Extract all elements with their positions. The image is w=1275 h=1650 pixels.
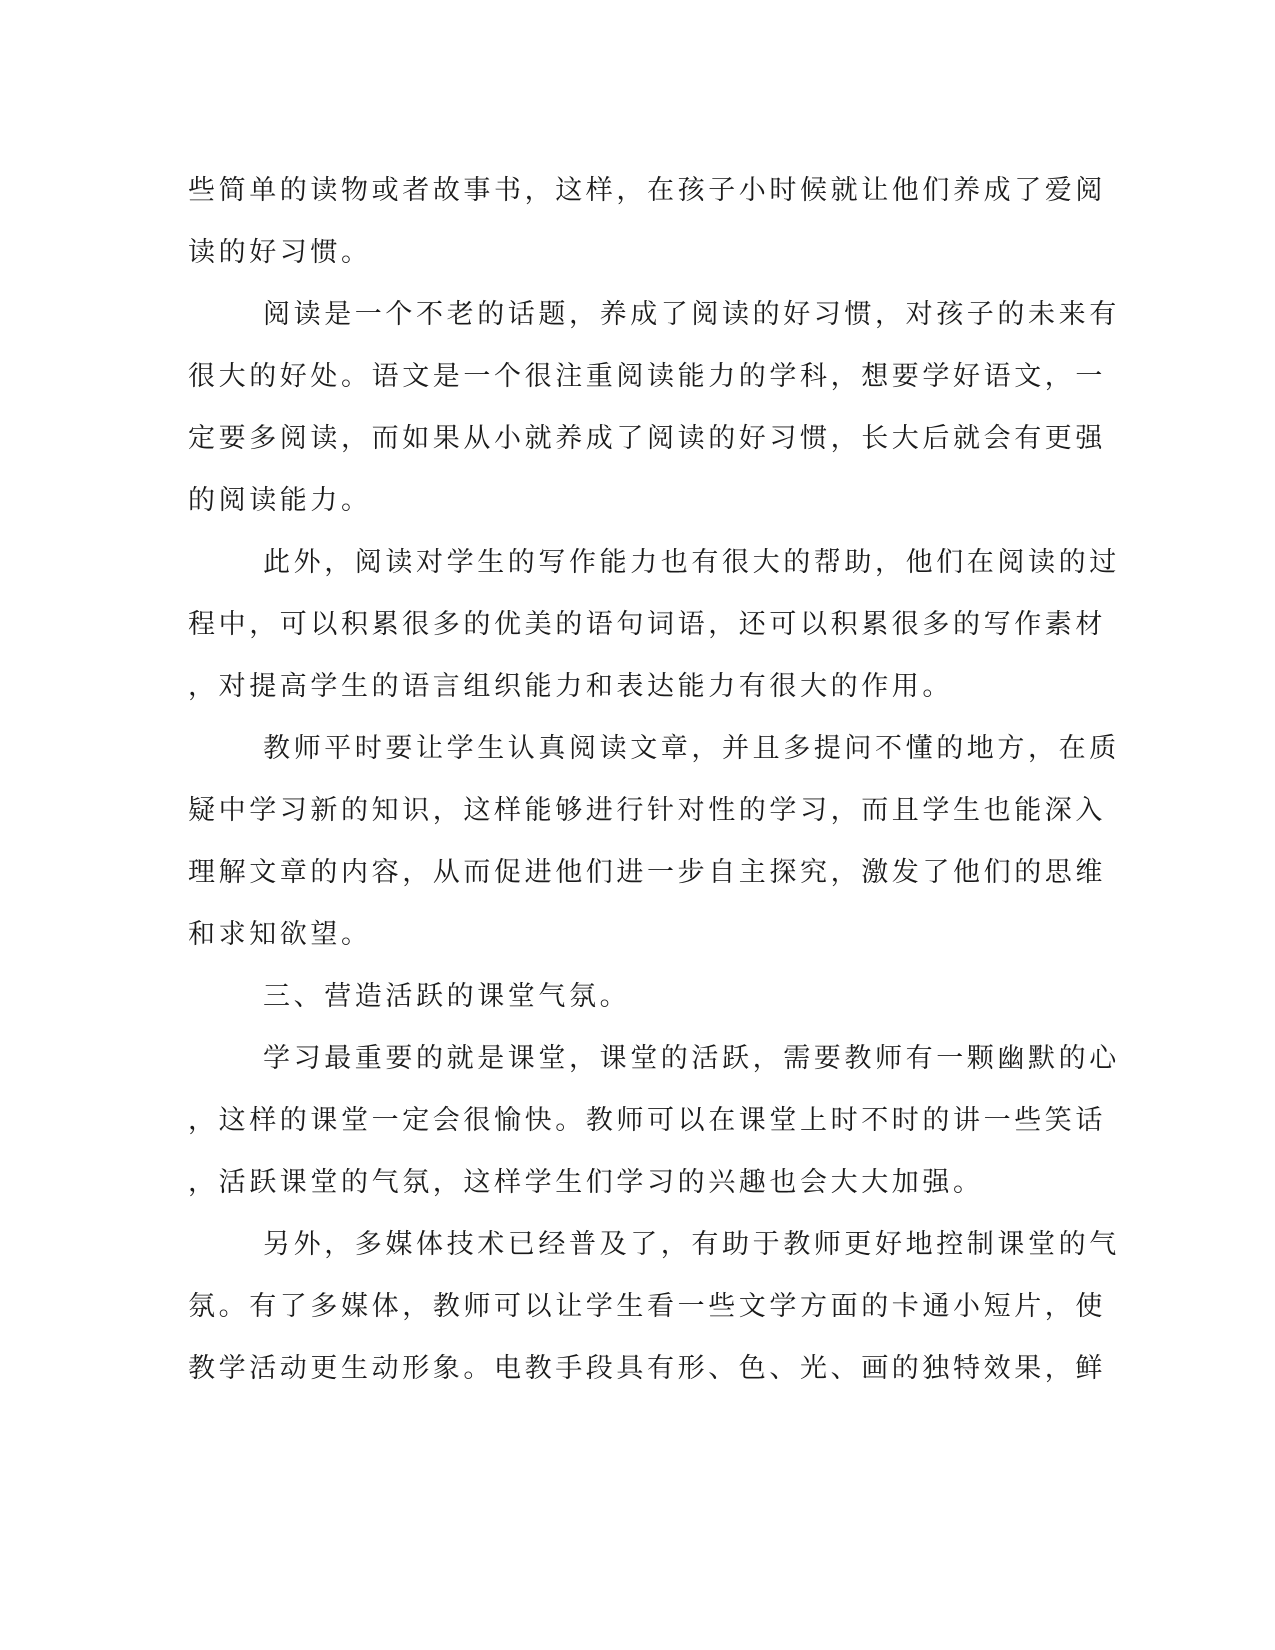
text-line: 氛。有了多媒体，教师可以让学生看一些文学方面的卡通小短片，使 <box>188 1291 1106 1322</box>
body-text <box>188 160 1120 1400</box>
paragraph-start-line: 另外，多媒体技术已经普及了，有助于教师更好地控制课堂的气 <box>263 1229 1120 1260</box>
text-line: 很大的好处。语文是一个很注重阅读能力的学科，想要学好语文，一 <box>188 361 1106 392</box>
section-heading: 三、营造活跃的课堂气氛。 <box>263 981 631 1012</box>
text-line: ，这样的课堂一定会很愉快。教师可以在课堂上时不时的讲一些笑话 <box>188 1105 1106 1136</box>
text-line: 读的好习惯。 <box>188 237 372 268</box>
text-line: 的阅读能力。 <box>188 485 372 516</box>
text-line: ，对提高学生的语言组织能力和表达能力有很大的作用。 <box>188 671 953 702</box>
text-line: ，活跃课堂的气氛，这样学生们学习的兴趣也会大大加强。 <box>188 1167 984 1198</box>
paragraph-start-line: 教师平时要让学生认真阅读文章，并且多提问不懂的地方，在质 <box>263 733 1120 764</box>
text-line: 教学活动更生动形象。电教手段具有形、色、光、画的独特效果，鲜 <box>188 1353 1106 1384</box>
text-line: 和求知欲望。 <box>188 919 372 950</box>
paragraph-start-line: 学习最重要的就是课堂，课堂的活跃，需要教师有一颗幽默的心 <box>263 1043 1120 1074</box>
text-line: 理解文章的内容，从而促进他们进一步自主探究，激发了他们的思维 <box>188 857 1106 888</box>
text-line: 定要多阅读，而如果从小就养成了阅读的好习惯，长大后就会有更强 <box>188 423 1106 454</box>
paragraph-start-line: 阅读是一个不老的话题，养成了阅读的好习惯，对孩子的未来有 <box>263 299 1120 330</box>
text-line: 些简单的读物或者故事书，这样，在孩子小时候就让他们养成了爱阅 <box>188 175 1106 206</box>
text-line: 程中，可以积累很多的优美的语句词语，还可以积累很多的写作素材 <box>188 609 1106 640</box>
text-line: 疑中学习新的知识，这样能够进行针对性的学习，而且学生也能深入 <box>188 795 1106 826</box>
paragraph-start-line: 此外，阅读对学生的写作能力也有很大的帮助，他们在阅读的过 <box>263 547 1120 578</box>
